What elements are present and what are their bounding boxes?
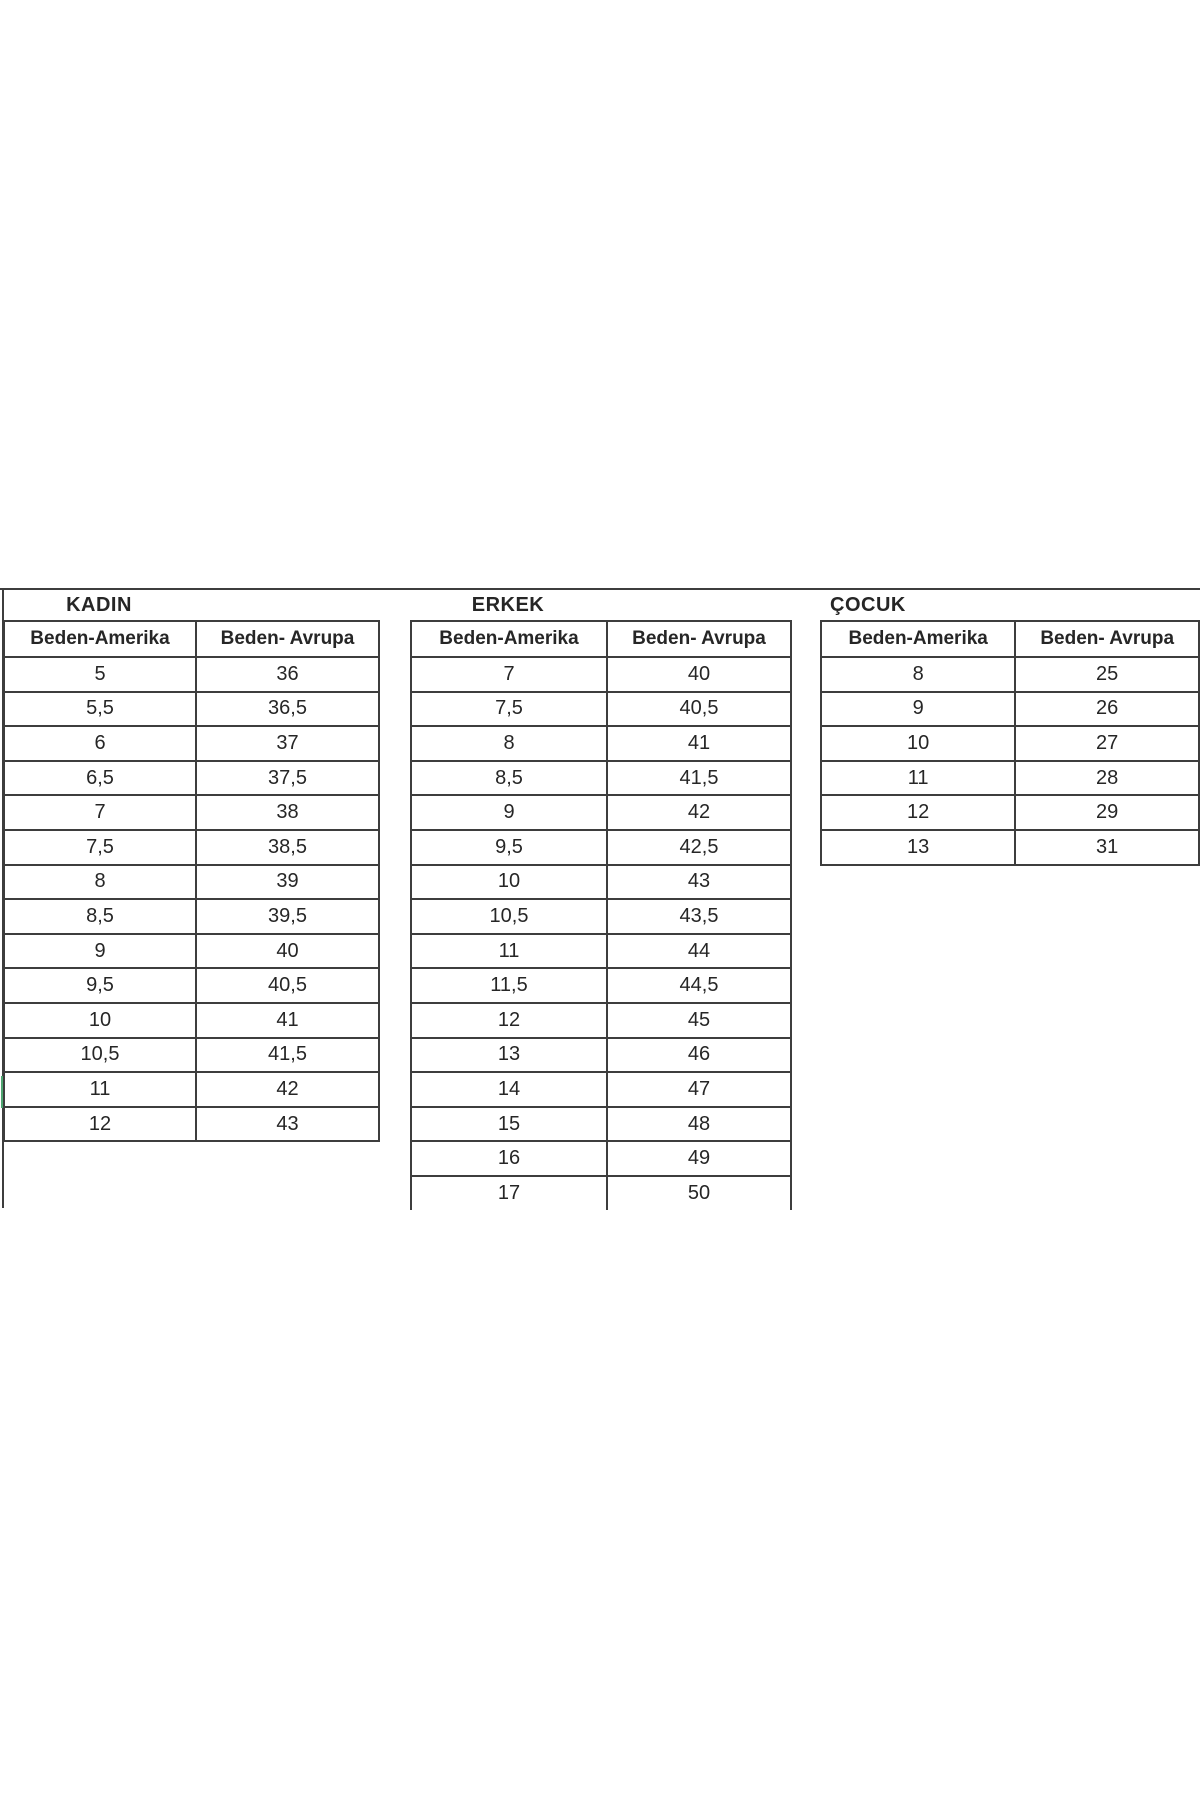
table-row xyxy=(821,830,1199,865)
eu-size-cell: 41,5 xyxy=(196,1038,379,1073)
table-row xyxy=(411,761,791,796)
table-row xyxy=(411,1176,791,1210)
eu-size-cell: 31 xyxy=(1015,830,1199,865)
eu-size-cell: 29 xyxy=(1015,795,1199,830)
eu-size-cell: 46 xyxy=(607,1038,791,1073)
men-size-table xyxy=(410,620,792,1210)
eu-size-cell: 37,5 xyxy=(196,761,379,796)
eu-size-cell: 41 xyxy=(196,1003,379,1038)
table-row xyxy=(4,830,379,865)
table-row xyxy=(4,1038,379,1073)
us-size-cell: 10,5 xyxy=(4,1038,196,1073)
table-row xyxy=(411,934,791,969)
us-size-cell: 7 xyxy=(411,657,607,692)
table-header-row xyxy=(4,621,379,657)
table-row xyxy=(411,1072,791,1107)
table-row xyxy=(411,726,791,761)
eu-size-cell: 40 xyxy=(196,934,379,969)
table-row xyxy=(411,1107,791,1142)
eu-size-cell: 41,5 xyxy=(607,761,791,796)
children-size-table xyxy=(820,620,1200,866)
us-size-cell: 13 xyxy=(821,830,1015,865)
eu-size-cell: 38 xyxy=(196,795,379,830)
children-table-title: ÇOCUK xyxy=(830,594,906,616)
table-row xyxy=(821,795,1199,830)
table-row xyxy=(4,761,379,796)
eu-size-cell: 43,5 xyxy=(607,899,791,934)
us-size-cell: 10 xyxy=(821,726,1015,761)
column-header-us-size: Beden-Amerika xyxy=(821,621,1015,657)
table-row xyxy=(4,968,379,1003)
us-size-cell: 11,5 xyxy=(411,968,607,1003)
eu-size-cell: 43 xyxy=(607,865,791,900)
eu-size-cell: 47 xyxy=(607,1072,791,1107)
eu-size-cell: 27 xyxy=(1015,726,1199,761)
women-size-table xyxy=(3,620,380,1142)
us-size-cell: 12 xyxy=(821,795,1015,830)
column-header-eu-size: Beden- Avrupa xyxy=(607,621,791,657)
us-size-cell: 12 xyxy=(411,1003,607,1038)
eu-size-cell: 44 xyxy=(607,934,791,969)
us-size-cell: 11 xyxy=(411,934,607,969)
eu-size-cell: 49 xyxy=(607,1141,791,1176)
eu-size-cell: 45 xyxy=(607,1003,791,1038)
table-row xyxy=(411,968,791,1003)
table-row xyxy=(4,1107,379,1142)
us-size-cell: 7,5 xyxy=(411,692,607,727)
us-size-cell: 10 xyxy=(411,865,607,900)
us-size-cell: 7 xyxy=(4,795,196,830)
eu-size-cell: 39 xyxy=(196,865,379,900)
us-size-cell: 6,5 xyxy=(4,761,196,796)
eu-size-cell: 48 xyxy=(607,1107,791,1142)
table-row xyxy=(411,830,791,865)
sheet-top-rule xyxy=(0,588,1200,590)
women-table-title: KADIN xyxy=(66,594,132,616)
us-size-cell: 9 xyxy=(411,795,607,830)
table-row xyxy=(411,1038,791,1073)
table-row xyxy=(411,1003,791,1038)
eu-size-cell: 39,5 xyxy=(196,899,379,934)
table-header-row xyxy=(411,621,791,657)
us-size-cell: 9,5 xyxy=(4,968,196,1003)
us-size-cell: 5,5 xyxy=(4,692,196,727)
us-size-cell: 9 xyxy=(4,934,196,969)
us-size-cell: 14 xyxy=(411,1072,607,1107)
table-row xyxy=(411,899,791,934)
eu-size-cell: 42 xyxy=(607,795,791,830)
us-size-cell: 11 xyxy=(821,761,1015,796)
table-row xyxy=(821,692,1199,727)
table-row xyxy=(411,1141,791,1176)
us-size-cell: 16 xyxy=(411,1141,607,1176)
us-size-cell: 9,5 xyxy=(411,830,607,865)
table-row xyxy=(411,865,791,900)
table-row xyxy=(4,692,379,727)
eu-size-cell: 36 xyxy=(196,657,379,692)
table-row xyxy=(4,726,379,761)
us-size-cell: 8,5 xyxy=(4,899,196,934)
us-size-cell: 8,5 xyxy=(411,761,607,796)
us-size-cell: 10,5 xyxy=(411,899,607,934)
table-row xyxy=(4,795,379,830)
us-size-cell: 8 xyxy=(4,865,196,900)
us-size-cell: 9 xyxy=(821,692,1015,727)
eu-size-cell: 44,5 xyxy=(607,968,791,1003)
table-header-row xyxy=(821,621,1199,657)
us-size-cell: 11 xyxy=(4,1072,196,1107)
table-row xyxy=(4,934,379,969)
us-size-cell: 7,5 xyxy=(4,830,196,865)
table-row xyxy=(4,657,379,692)
us-size-cell: 12 xyxy=(4,1107,196,1142)
eu-size-cell: 43 xyxy=(196,1107,379,1142)
table-row xyxy=(821,657,1199,692)
table-row xyxy=(821,726,1199,761)
us-size-cell: 17 xyxy=(411,1176,607,1210)
eu-size-cell: 25 xyxy=(1015,657,1199,692)
eu-size-cell: 37 xyxy=(196,726,379,761)
table-row xyxy=(411,795,791,830)
us-size-cell: 6 xyxy=(4,726,196,761)
eu-size-cell: 42,5 xyxy=(607,830,791,865)
column-header-us-size: Beden-Amerika xyxy=(4,621,196,657)
us-size-cell: 5 xyxy=(4,657,196,692)
eu-size-cell: 50 xyxy=(607,1176,791,1210)
table-row xyxy=(821,761,1199,796)
eu-size-cell: 40,5 xyxy=(607,692,791,727)
column-header-eu-size: Beden- Avrupa xyxy=(196,621,379,657)
table-row xyxy=(4,1003,379,1038)
table-row xyxy=(4,865,379,900)
table-row xyxy=(4,1072,379,1107)
eu-size-cell: 40 xyxy=(607,657,791,692)
table-row xyxy=(411,692,791,727)
column-header-eu-size: Beden- Avrupa xyxy=(1015,621,1199,657)
us-size-cell: 8 xyxy=(411,726,607,761)
eu-size-cell: 40,5 xyxy=(196,968,379,1003)
table-row xyxy=(4,899,379,934)
eu-size-cell: 42 xyxy=(196,1072,379,1107)
table-row xyxy=(411,657,791,692)
column-header-us-size: Beden-Amerika xyxy=(411,621,607,657)
eu-size-cell: 41 xyxy=(607,726,791,761)
us-size-cell: 10 xyxy=(4,1003,196,1038)
eu-size-cell: 38,5 xyxy=(196,830,379,865)
men-table-title: ERKEK xyxy=(471,594,545,616)
us-size-cell: 8 xyxy=(821,657,1015,692)
us-size-cell: 15 xyxy=(411,1107,607,1142)
eu-size-cell: 26 xyxy=(1015,692,1199,727)
eu-size-cell: 36,5 xyxy=(196,692,379,727)
us-size-cell: 13 xyxy=(411,1038,607,1073)
eu-size-cell: 28 xyxy=(1015,761,1199,796)
